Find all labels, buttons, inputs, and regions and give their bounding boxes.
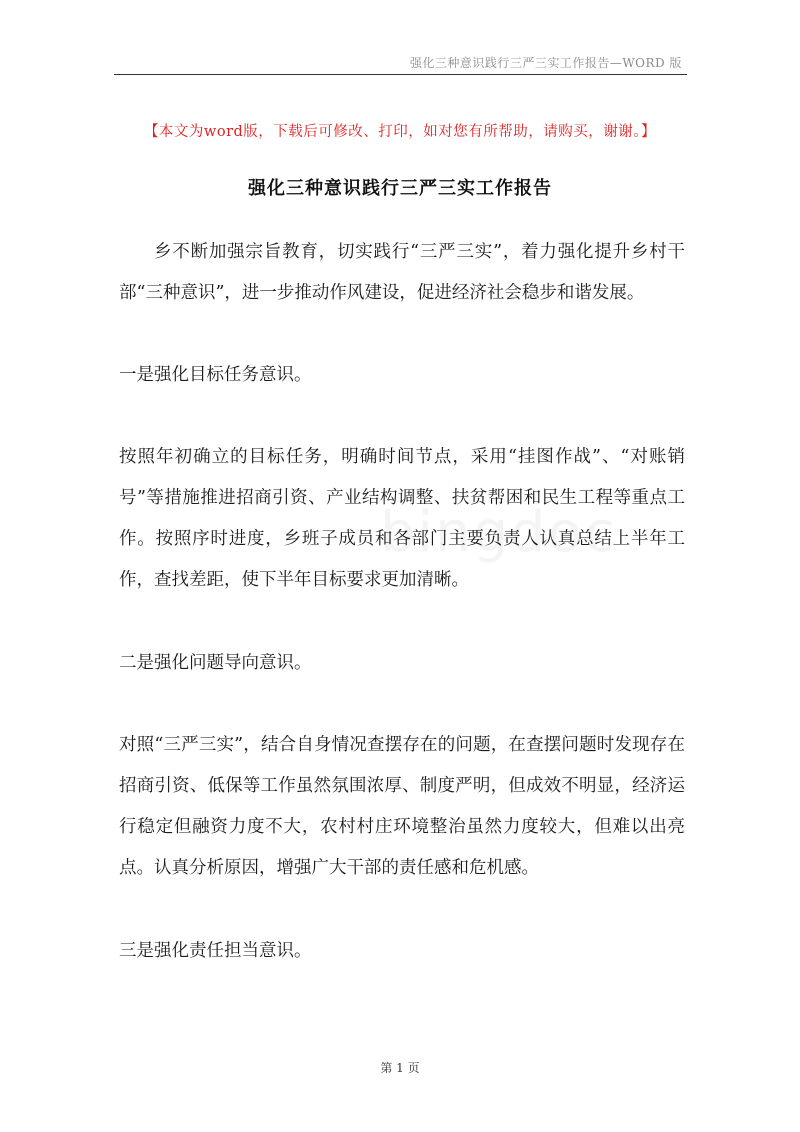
intro-paragraph: 乡不断加强宗旨教育，切实践行“三严三实”，着力强化提升乡村干部“三种意识”，进一步推动作风建设，促进经济社会稳步和谐发展。 [119, 242, 685, 303]
running-header: 强化三种意识践行三严三实工作报告—WORD 版 [409, 56, 682, 70]
header-divider [114, 74, 687, 75]
page-number: 第 1 页 [380, 1061, 420, 1075]
download-notice: 【本文为word版，下载后可修改、打印，如对您有所帮助，请购买，谢谢。】 [143, 124, 657, 140]
section-heading-2: 二是强化问题导向意识。 [119, 653, 312, 673]
section-heading-3: 三是强化责任担当意识。 [119, 941, 312, 961]
body-paragraph-1: 按照年初确立的目标任务，明确时间节点，采用“挂图作战”、“对账销号”等措施推进招商引资、产业结构调整、扶贫帮困和民生工程等重点工作。按照序时进度，乡班子成员和各部门主要负责人认真总结上半年工作，查找差距，使下半年目标要求更加清晰。 [119, 447, 685, 590]
body-paragraph-2: 对照“三严三实”，结合自身情况查摆存在的问题，在查摆问题时发现存在招商引资、低保等工作虽然氛围浓厚、制度严明，但成效不明显，经济运行稳定但融资力度不大，农村村庄环境整治虽然力度较大，但难以出亮点。认真分析原因，增强广大干部的责任感和危机感。 [119, 735, 685, 878]
document-title: 强化三种意识践行三严三实工作报告 [248, 178, 552, 199]
section-heading-1: 一是强化目标任务意识。 [119, 365, 312, 385]
